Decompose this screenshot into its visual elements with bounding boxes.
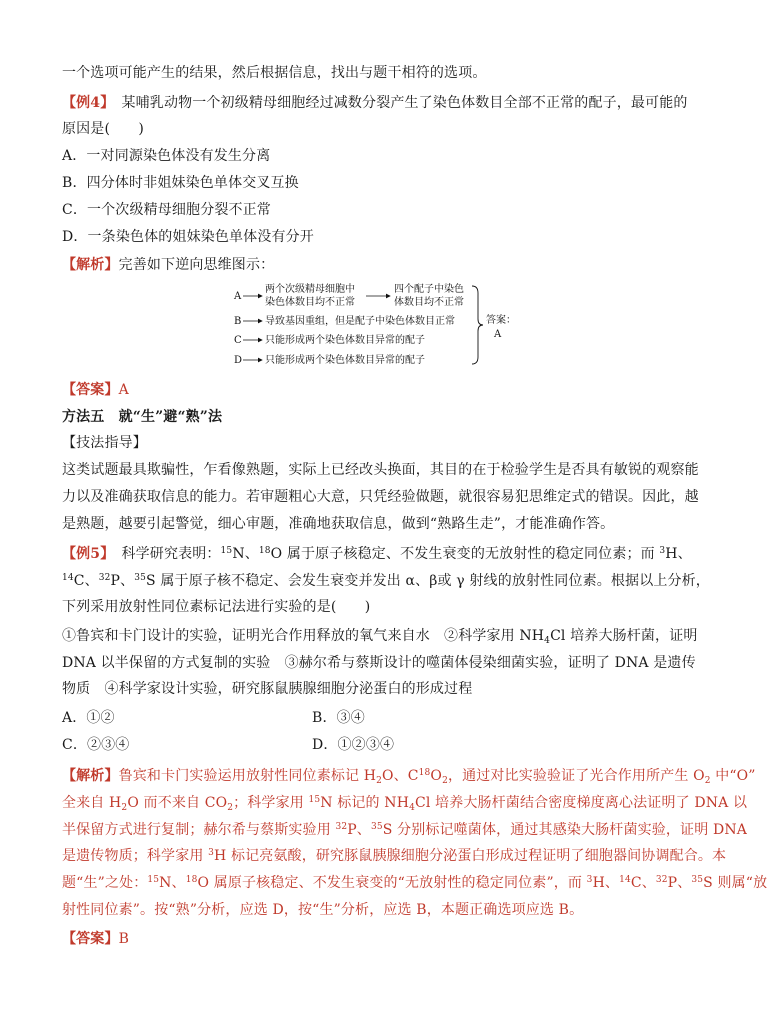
example-4-option-b: B．四分体时非姐妹染色单体交叉互换 — [62, 175, 299, 191]
example-5-stem-4: ①鲁宾和卡门设计的实验，证明光合作用释放的氧气来自水 ②科学家用 $NH_4Cl$ 培养大肠杆菌，证明 — [62, 628, 698, 646]
example-4-answer-tag: 【答案】 — [62, 382, 119, 398]
diagram-a-box2-line1: 四个配子中染色 — [394, 284, 464, 295]
example-4-answer-value: A — [118, 382, 129, 398]
diagram-answer-value: A — [494, 329, 502, 340]
diagram-letter-a: A — [234, 291, 242, 302]
example-4-stem-1: 某哺乳动物一个初级精母细胞经过减数分裂产生了染色体数目全部不正常的配子，最可能的 — [107, 95, 688, 111]
diagram-a-box1-line1: 两个次级精母细胞中 — [265, 284, 355, 295]
example-5-analysis-line-2: 全来自 $H_2O$ 而不来自 $CO_2$；科学家用 $^{15}$N 标记的 $NH_4Cl$ 培养大肠杆菌结合密度梯度离心法证明了 DNA 以 — [62, 795, 748, 813]
example-4-option-c: C．一个次级精母细胞分裂不正常 — [62, 202, 271, 218]
example-5-stem-6: 物质 ④科学家设计实验，研究豚鼠胰腺细胞分泌蛋白的形成过程 — [62, 681, 473, 697]
example-5-stem-5: DNA 以半保留的方式复制的实验 ③赫尔希与蔡斯设计的噬菌体侵染细菌实验，证明了 DNA 是遗传 — [62, 655, 696, 671]
example-5-stem-3: 下列采用放射性同位素标记法进行实验的是( ) — [62, 599, 371, 615]
example-5-analysis-line-4: 是遗传物质；科学家用 $^3$H 标记亮氨酸，研究豚鼠胰腺细胞分泌蛋白形成过程证明了细胞器间协调配合。本 — [62, 848, 727, 864]
intro-line: 一个选项可能产生的结果，然后根据信息，找出与题干相符的选项。 — [62, 65, 487, 81]
example-4-answer — [62, 381, 129, 399]
method-5-guide-line-1: 这类试题最具欺骗性，乍看像熟题，实际上已经改头换面，其目的在于检验学生是否具有敏锐的观察能 — [62, 462, 699, 478]
diagram-letter-b: B — [234, 316, 242, 327]
diagram-d-text: 只能形成两个染色体数目异常的配子 — [265, 355, 425, 366]
diagram-answer-label: 答案： — [486, 315, 516, 326]
example-5-stem-1: 【例5】 科学研究表明：$^{15}$N、$^{18}$O 属于原子核稳定、不发生衰变的无放射性的稳定同位素；而 $^3$H、 — [62, 546, 692, 562]
diagram-b-text: 导致基因重组，但是配子中染色体数目正常 — [265, 316, 455, 327]
reverse-thinking-diagram — [232, 283, 522, 369]
example-5-analysis-line-1: 【解析】鲁宾和卡门实验运用放射性同位素标记 $H_2O$、$C^{18}O_2$，通过对比实验验证了光合作用所产生 $O_2$ 中“O” — [62, 768, 756, 786]
method-5-guide-tag: 【技法指导】 — [62, 435, 147, 451]
example-4-option-d: D．一条染色体的姐妹染色单体没有分开 — [62, 229, 314, 245]
example-5-answer — [62, 930, 129, 948]
method-5-guide-line-3: 是熟题，越要引起警觉，细心审题，准确地获取信息，做到“熟路生走”，才能准确作答。 — [62, 516, 615, 532]
diagram-c-text: 只能形成两个染色体数目异常的配子 — [265, 335, 425, 346]
example-4-tag: 【例4】 — [62, 95, 108, 111]
example-4-analysis-text: 完善如下逆向思维图示： — [118, 257, 275, 273]
diagram-letter-c: C — [234, 335, 242, 346]
example-5-analysis-tag: 【解析】 — [62, 768, 119, 784]
example-5-option-a: A．①② — [62, 710, 115, 726]
example-5-option-c: C．②③④ — [62, 737, 130, 753]
diagram-a-box2-line2: 体数目均不正常 — [394, 297, 464, 308]
method-5-title: 方法五 就“生”避“熟”法 — [62, 409, 223, 425]
example-5-analysis-line-5: 题“生”之处：$^{15}$N、$^{18}$O 属原子核稳定、不发生衰变的“无放射性的稳定同位素”，而 $^3$H、$^{14}$C、$^{32}$P、$^{35}$S 则属“放 — [62, 875, 767, 891]
example-5-answer-value: B — [118, 931, 130, 947]
method-5-guide-line-2: 力以及准确获取信息的能力。若审题粗心大意，只凭经验做题，就很容易犯思维定式的错误。因此，越 — [62, 489, 699, 505]
example-4-option-a: A．一对同源染色体没有发生分离 — [62, 148, 271, 164]
diagram-letter-d: D — [234, 355, 243, 366]
example-5-answer-tag: 【答案】 — [62, 931, 119, 947]
example-5-stem-2: $^{14}$C、$^{32}$P、$^{35}$S 属于原子核不稳定、会发生衰变并发出 α、β或 γ 射线的放射性同位素。根据以上分析， — [62, 573, 710, 589]
example-4-analysis-tag: 【解析】 — [62, 257, 119, 273]
example-5-option-d: D．①②③④ — [312, 737, 395, 753]
example-4-stem-2: 原因是( ) — [62, 121, 144, 137]
diagram-a-box1-line2: 染色体数目均不正常 — [265, 297, 355, 308]
example-4-stem-line-1 — [62, 94, 688, 112]
example-4-analysis — [62, 256, 274, 274]
example-5-analysis-line-6: 射性同位素”。按“熟”分析，应选 D，按“生”分析，应选 B，本题正确选项应选 B。 — [62, 902, 584, 918]
example-5-analysis-line-3: 半保留方式进行复制；赫尔希与蔡斯实验用 $^{32}$P、$^{35}$S 分别标记噬菌体，通过其感染大肠杆菌实验，证明 DNA — [62, 822, 747, 838]
diagram-brace — [472, 286, 483, 364]
example-5-option-b: B．③④ — [312, 710, 365, 726]
example-5-tag: 【例5】 — [62, 546, 108, 562]
